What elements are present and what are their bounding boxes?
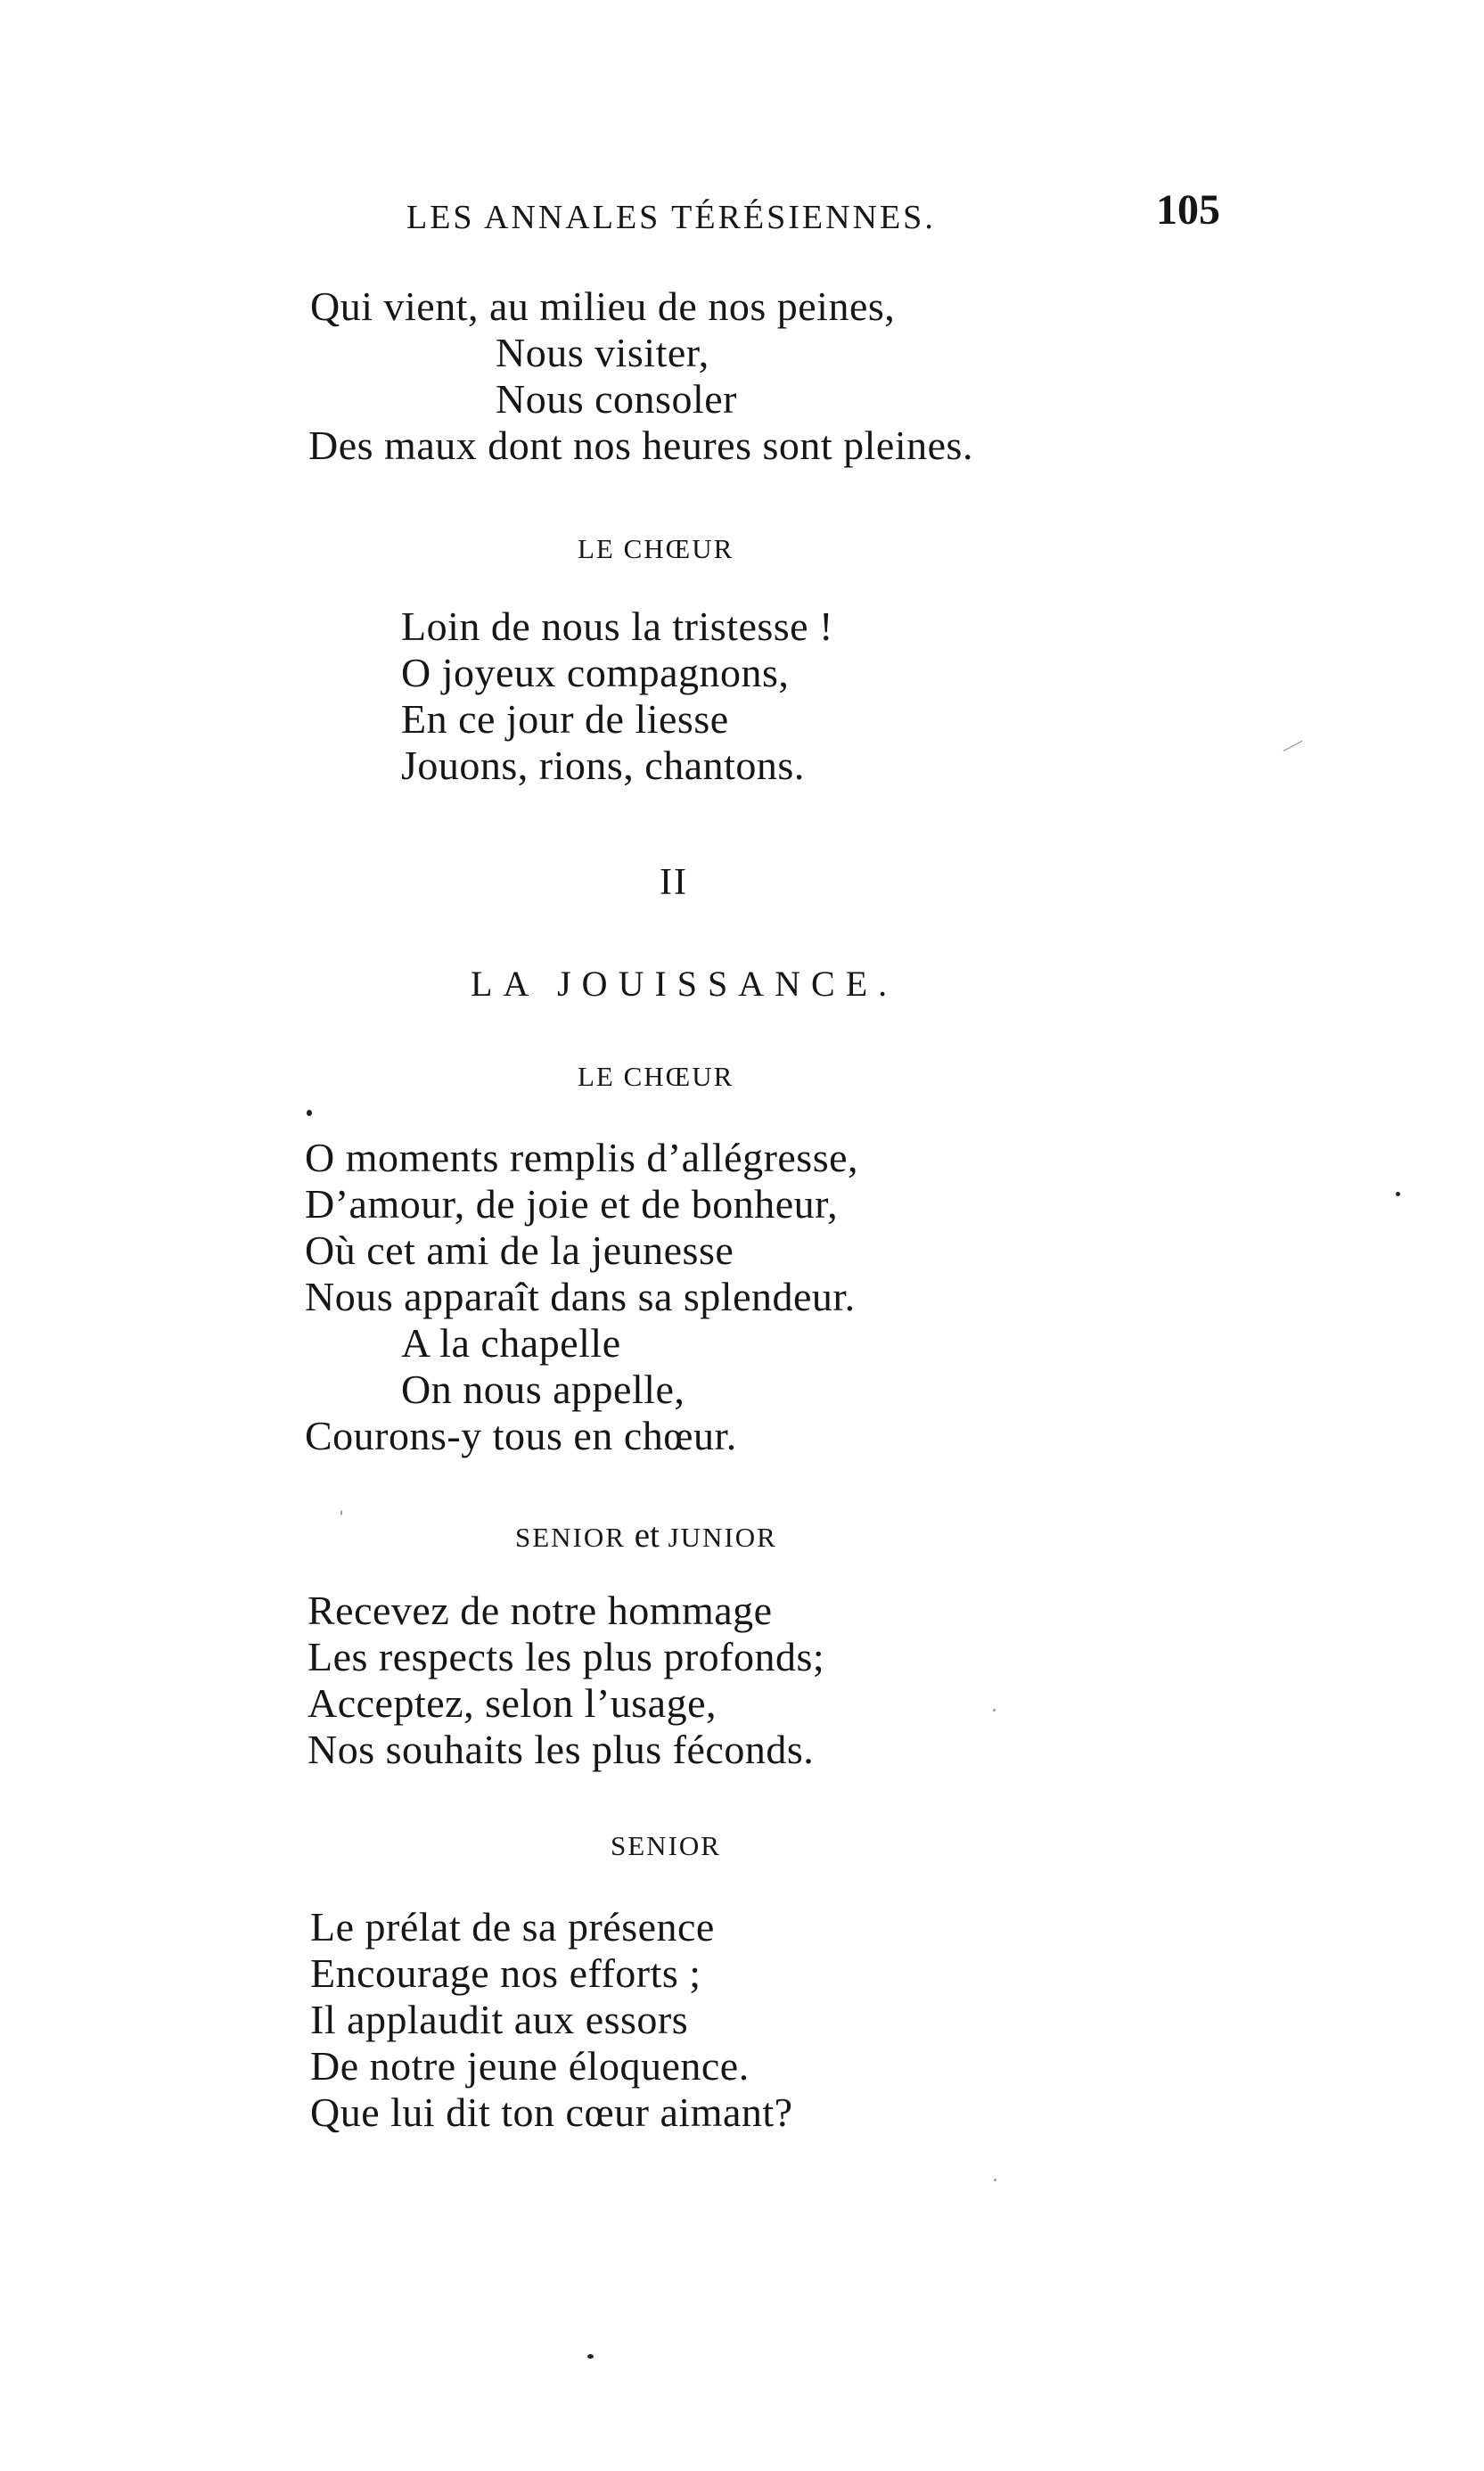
ink-speck <box>994 2179 996 2181</box>
verse-line: Jouons, rions, chantons. <box>401 743 805 788</box>
verse-line: Les respects les plus profonds; <box>307 1634 825 1679</box>
section-numeral: II <box>660 862 688 903</box>
speaker-label: LE CHŒUR <box>578 533 734 564</box>
ink-speck <box>587 2354 594 2359</box>
verse-line: Acceptez, selon l’usage, <box>307 1680 717 1726</box>
ink-speck <box>307 1110 312 1116</box>
running-title: LES ANNALES TÉRÉSIENNES. <box>406 199 936 236</box>
speaker-name: SENIOR <box>515 1522 626 1553</box>
verse-line: Où cet ami de la jeunesse <box>305 1227 734 1273</box>
verse-line: Nous apparaît dans sa splendeur. <box>305 1274 856 1319</box>
verse-line: On nous appelle, <box>401 1367 685 1412</box>
verse-line: Que lui dit ton cœur aimant? <box>310 2089 793 2135</box>
verse-line: De notre jeune éloquence. <box>310 2043 750 2089</box>
verse-line: Il applaudit aux essors <box>310 1997 689 2042</box>
verse-line: Encourage nos efforts ; <box>310 1950 701 1996</box>
ink-speck <box>340 1510 342 1515</box>
verse-line: D’amour, de joie et de bonheur, <box>305 1181 839 1227</box>
verse-line: Qui vient, au milieu de nos peines, <box>310 283 896 329</box>
verse-line: O joyeux compagnons, <box>401 650 790 695</box>
section-title: LA JOUISSANCE. <box>471 964 898 1004</box>
speaker-label: SENIOR <box>611 1830 721 1861</box>
speaker-conjunction: et <box>634 1516 660 1555</box>
speaker-label: LE CHŒUR <box>578 1061 734 1092</box>
speaker-name: JUNIOR <box>668 1522 777 1553</box>
ink-speck <box>993 1709 996 1712</box>
page-number: 105 <box>1156 186 1220 234</box>
verse-line: Nous visiter, <box>496 330 709 375</box>
verse-line: Le prélat de sa présence <box>310 1904 715 1950</box>
pencil-mark <box>1283 741 1303 751</box>
verse-line: En ce jour de liesse <box>401 696 729 742</box>
ink-speck <box>1396 1192 1400 1196</box>
verse-line: O moments remplis d’allégresse, <box>305 1135 859 1180</box>
verse-line: Des maux dont nos heures sont pleines. <box>308 423 973 468</box>
verse-line: Loin de nous la tristesse ! <box>401 603 833 649</box>
verse-line: A la chapelle <box>401 1320 621 1366</box>
verse-line: Courons-y tous en chœur. <box>305 1413 737 1458</box>
verse-line: Nos souhaits les plus féconds. <box>307 1727 815 1772</box>
verse-line: Nous consoler <box>496 376 737 422</box>
verse-line: Recevez de notre hommage <box>307 1588 773 1633</box>
speaker-label <box>515 1515 777 1556</box>
